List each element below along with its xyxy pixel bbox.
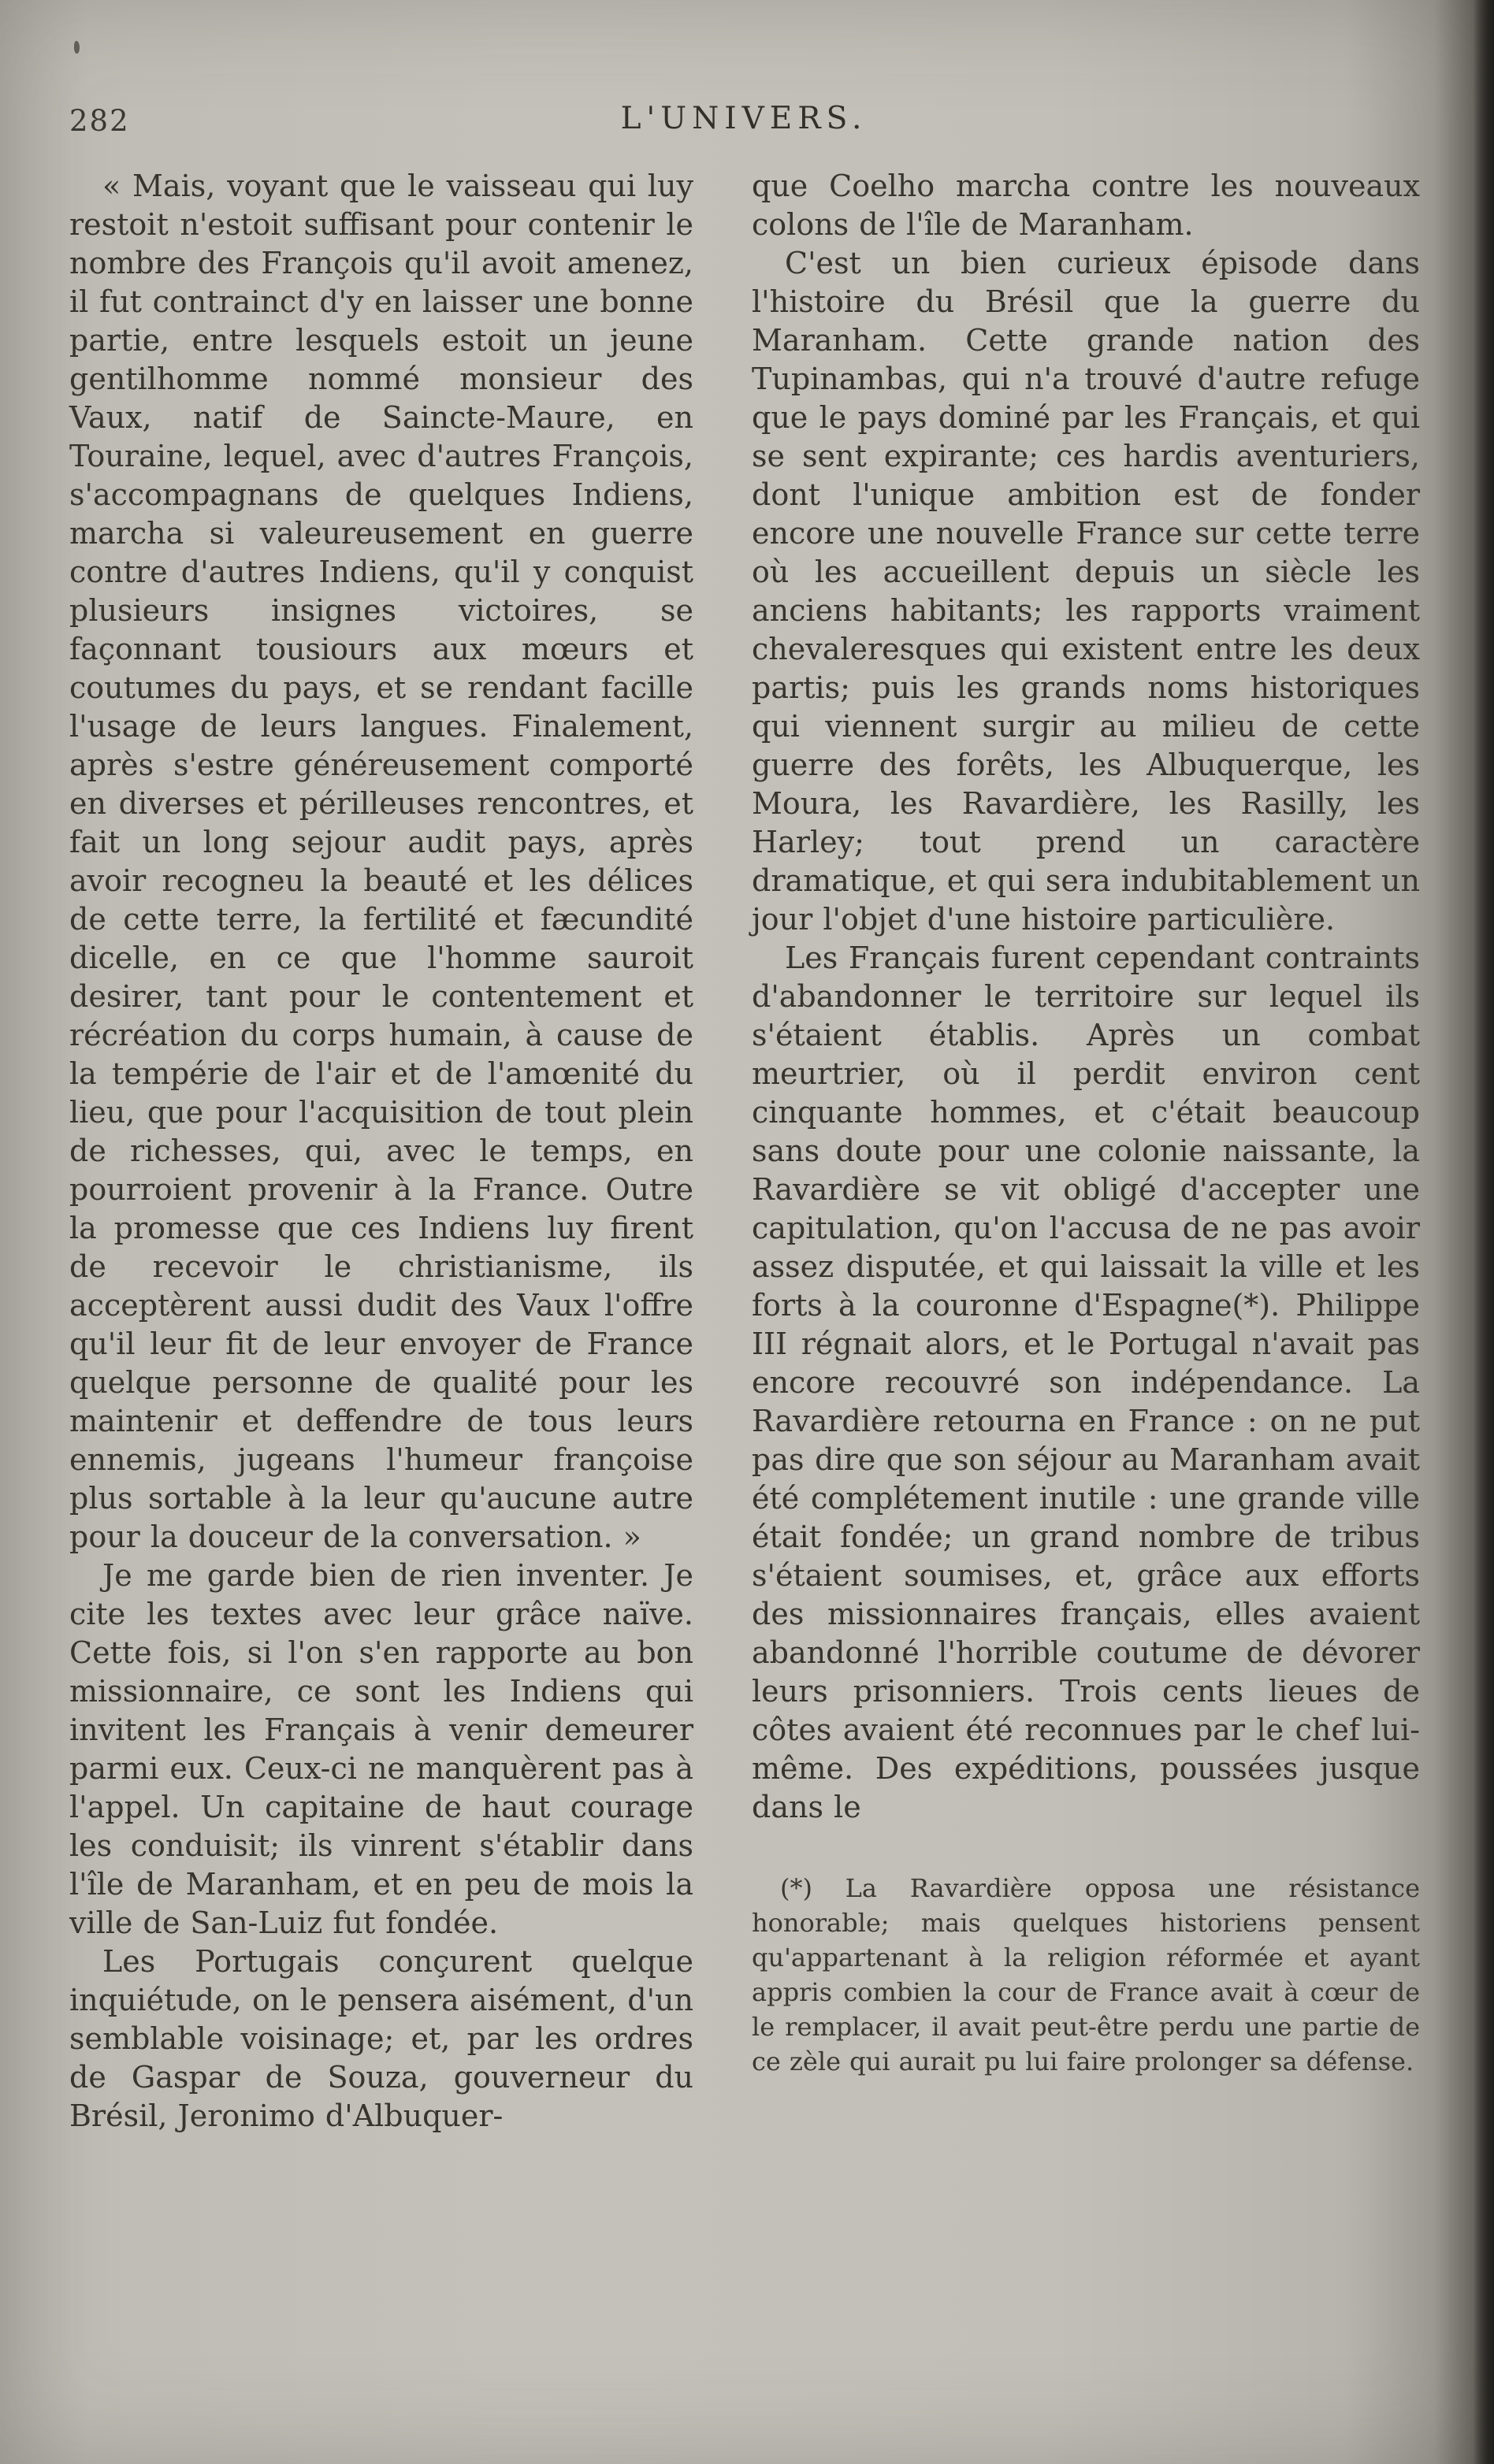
right-column — [752, 167, 1420, 2136]
paragraph-quote: « Mais, voyant que le vaisseau qui luy restoit n'estoit suffisant pour contenir le nombre des François qu'il avoit amenez, il fut contrainct d'y en laisser une bonne partie, entre lesquels estoit un jeune gentilhomme nommé monsieur des Vaux, natif de Saincte-Maure, en Touraine, lequel, avec d'autres François, s'accompagnans de quelques Indiens, marcha si valeureusement en guerre contre d'autres Indiens, qu'il y conquist plusieurs insignes victoires, se façonnant tousiours aux mœurs et coutumes du pays, et se rendant facille l'usage de leurs langues. Finalement, après s'estre généreusement comporté en diverses et périlleuses rencontres, et fait un long sejour audit pays, après avoir recogneu la beauté et les délices de cette terre, la fertilité et fæcundité dicelle, en ce que l'homme sauroit desirer, tant pour le contentement et récréation du corps humain, à cause de la tempérie de l'air et de l'amœnité du lieu, que pour l'acquisition de tout plein de richesses, qui, avec le temps, en pourroient provenir à la France. Outre la promesse que ces Indiens luy firent de recevoir le christianisme, ils acceptèrent aussi dudit des Vaux l'offre qu'il leur fit de leur envoyer de France quelque personne de qualité pour les maintenir et deffendre de tous leurs ennemis, jugeans l'humeur françoise plus sortable à la leur qu'aucune autre pour la douceur de la conversation. » — [69, 169, 693, 1554]
running-title: L'UNIVERS. — [620, 101, 868, 136]
page-header — [69, 101, 1418, 142]
page-number: 282 — [69, 104, 130, 138]
book-edge-shadow — [1474, 0, 1494, 2464]
scan-artifact — [74, 41, 80, 54]
paragraph: Les Portugais conçurent quelque inquiétude, on le pensera aisément, d'un semblable voisinage; et, par les ordres de Gaspar de Souza, gouverneur du Brésil, Jeronimo d'Albuquer- — [69, 1944, 693, 2133]
paragraph-continuation: que Coelho marcha contre les nouveaux colons de l'île de Maranham. — [752, 169, 1420, 242]
paragraph: Je me garde bien de rien inventer. Je cite les textes avec leur grâce naïve. Cette fois, si l'on s'en rapporte au bon missionnaire, ce sont les Indiens qui invitent les Français à venir demeurer parmi eux. Ceux-ci ne manquèrent pas à l'appel. Un capitaine de haut courage les conduisit; ils vinrent s'établir dans l'île de Maranham, et en peu de mois la ville de San-Luiz fut fondée. — [69, 1558, 693, 1940]
footnote — [752, 1871, 1420, 2079]
paragraph: Les Français furent cependant contraints d'abandonner le territoire sur lequel ils s'étaient établis. Après un combat meurtrier, où il perdit environ cent cinquante hommes, et c'était beaucoup sans doute pour une colonie naissante, la Ravardière se vit obligé d'accepter une capitulation, qu'on l'accusa de ne pas avoir assez disputée, et qui laissait la ville et les forts à la couronne d'Espagne(*). Philippe III régnait alors, et le Portugal n'avait pas encore recouvré son indépendance. La Ravardière retourna en France : on ne put pas dire que son séjour au Maranham avait été complétement inutile : une grande ville était fondée; un grand nombre de tribus s'étaient soumises, et, grâce aux efforts des missionnaires français, elles avaient abandonné l'horrible coutume de dévorer leurs prisonniers. Trois cents lieues de côtes avaient été reconnues par le chef lui-même. Des expéditions, poussées jusque dans le — [752, 941, 1420, 1824]
paragraph: C'est un bien curieux épisode dans l'histoire du Brésil que la guerre du Maranham. Cette grande nation des Tupinambas, qui n'a trouvé d'autre refuge que le pays dominé par les Français, et qui se sent expirante; ces hardis aventuriers, dont l'unique ambition est de fonder encore une nouvelle France sur cette terre où les accueillent depuis un siècle les anciens habitants; les rapports vraiment chevaleresques qui existent entre les deux partis; puis les grands noms historiques qui viennent surgir au milieu de cette guerre des forêts, les Albuquerque, les Moura, les Ravardière, les Rasilly, les Harley; tout prend un caractère dramatique, et qui sera indubitablement un jour l'objet d'une histoire particulière. — [752, 246, 1420, 937]
footnote-text: (*) La Ravardière opposa une résistance honorable; mais quelques historiens pensent qu'appartenant à la religion réformée et ayant appris combien la cour de France avait à cœur de le remplacer, il avait peut-être perdu une partie de ce zèle qui aurait pu lui faire prolonger sa défense. — [752, 1873, 1420, 2076]
left-column — [69, 167, 693, 2136]
text-columns — [69, 167, 1420, 2136]
